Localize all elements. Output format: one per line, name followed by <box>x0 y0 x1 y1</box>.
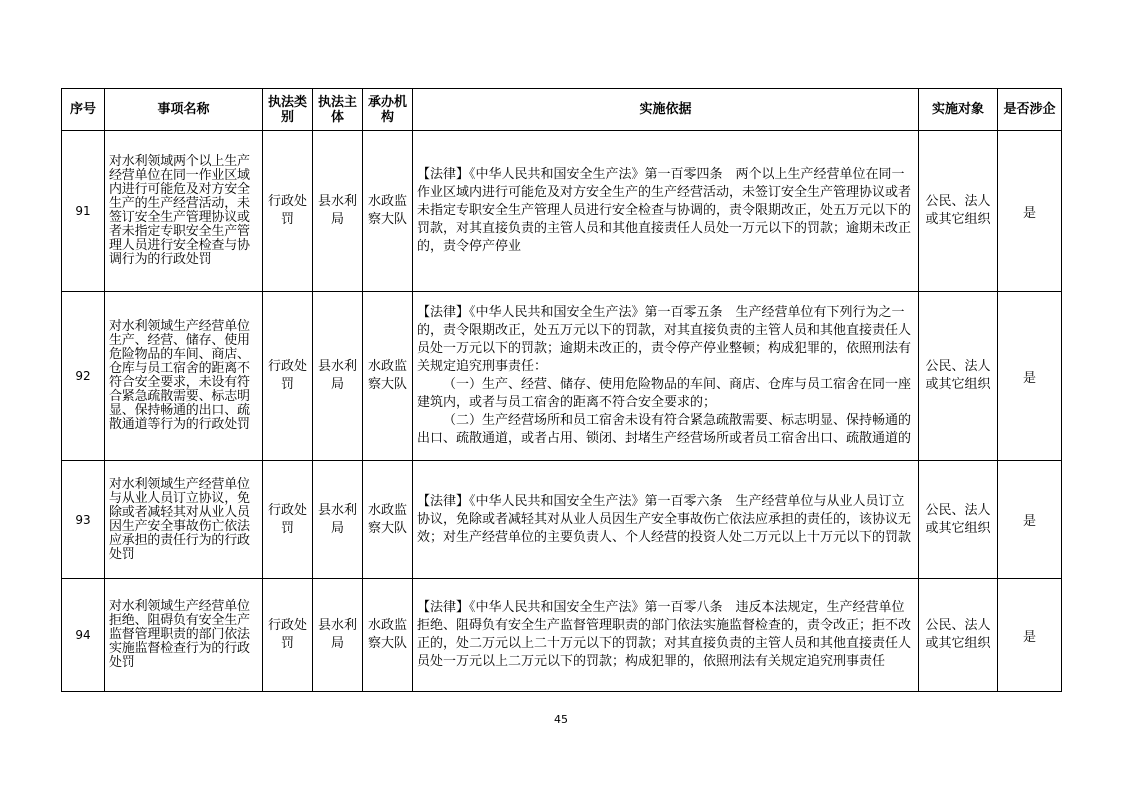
row-basis <box>413 292 919 461</box>
table-row <box>62 131 1062 292</box>
table-row <box>62 292 1062 461</box>
page-number: 45 <box>554 713 568 726</box>
row-name: 对水利领域生产经营单位拒绝、阻碍负有安全生产监督管理职责的部门依法实施监督检查行为的行政处罚 <box>105 579 263 692</box>
basis-paragraph: 【法律】《中华人民共和国安全生产法》第一百零六条 生产经营单位与从业人员订立协议，免除或者减轻其对从业人员因生产安全事故伤亡依法应承担的责任的，该协议无效；对生产经营单位的主要负责人、个人经营的投资人处二万元以上十万元以下的罚款 <box>417 493 912 545</box>
row-target: 公民、法人或其它组织 <box>919 579 998 692</box>
row-body: 县水利局 <box>313 292 363 461</box>
row-enterprise: 是 <box>998 131 1062 292</box>
row-body: 县水利局 <box>313 131 363 292</box>
row-body: 县水利局 <box>313 579 363 692</box>
header-enterprise: 是否涉企 <box>998 89 1062 131</box>
basis-paragraph: 【法律】《中华人民共和国安全生产法》第一百零五条 生产经营单位有下列行为之一的，责令限期改正，处五万元以下的罚款，对其直接负责的主管人员和其他直接责任人员处一万元以下的罚款；逾期未改正的，责令停产停业整顿；构成犯罪的，依照刑法有关规定追究刑事责任： <box>417 305 912 374</box>
header-body: 执法主体 <box>313 89 363 131</box>
row-target: 公民、法人或其它组织 <box>919 131 998 292</box>
row-no: 92 <box>62 292 105 461</box>
row-basis <box>413 461 919 579</box>
row-no: 94 <box>62 579 105 692</box>
header-no: 序号 <box>62 89 105 131</box>
row-basis <box>413 131 919 292</box>
row-org: 水政监察大队 <box>363 461 413 579</box>
row-category: 行政处罚 <box>263 292 313 461</box>
header-target: 实施对象 <box>919 89 998 131</box>
row-org: 水政监察大队 <box>363 292 413 461</box>
basis-paragraph: （一）生产、经营、储存、使用危险物品的车间、商店、仓库与员工宿舍在同一座建筑内，或者与员工宿舍的距离不符合安全要求的； <box>417 377 912 410</box>
enforcement-items-table <box>61 88 1062 692</box>
row-name: 对水利领域生产经营单位生产、经营、储存、使用危险物品的车间、商店、仓库与员工宿舍的距离不符合安全要求，未设有符合紧急疏散需要、标志明显、保持畅通的出口、疏散通道等行为的行政处罚 <box>105 292 263 461</box>
basis-paragraph: （二）生产经营场所和员工宿舍未设有符合紧急疏散需要、标志明显、保持畅通的出口、疏散通道，或者占用、锁闭、封堵生产经营场所或者员工宿舍出口、疏散通道的 <box>417 413 912 446</box>
header-basis: 实施依据 <box>413 89 919 131</box>
row-target: 公民、法人或其它组织 <box>919 292 998 461</box>
row-name: 对水利领域两个以上生产经营单位在同一作业区域内进行可能危及对方安全生产的生产经营活动，未签订安全生产管理协议或者未指定专职安全生产管理人员进行安全检查与协调行为的行政处罚 <box>105 131 263 292</box>
table-row <box>62 579 1062 692</box>
row-basis <box>413 579 919 692</box>
row-enterprise: 是 <box>998 461 1062 579</box>
row-no: 91 <box>62 131 105 292</box>
row-target: 公民、法人或其它组织 <box>919 461 998 579</box>
basis-paragraph: 【法律】《中华人民共和国安全生产法》第一百零四条 两个以上生产经营单位在同一作业区域内进行可能危及对方安全生产的生产经营活动，未签订安全生产管理协议或者未指定专职安全生产管理人员进行安全检查与协调的，责令限期改正，处五万元以下的罚款，对其直接负责的主管人员和其他直接责任人员处一万元以下的罚款；逾期未改正的，责令停产停业 <box>417 167 912 254</box>
row-enterprise: 是 <box>998 292 1062 461</box>
row-enterprise: 是 <box>998 579 1062 692</box>
basis-paragraph: 【法律】《中华人民共和国安全生产法》第一百零八条 违反本法规定，生产经营单位拒绝、阻碍负有安全生产监督管理职责的部门依法实施监督检查的，责令改正；拒不改正的，处二万元以上二十万元以下的罚款；对其直接负责的主管人员和其他直接责任人员处一万元以上二万元以下的罚款；构成犯罪的，依照刑法有关规定追究刑事责任 <box>417 600 912 669</box>
header-org: 承办机构 <box>363 89 413 131</box>
row-org: 水政监察大队 <box>363 579 413 692</box>
table-row <box>62 461 1062 579</box>
header-name: 事项名称 <box>105 89 263 131</box>
row-category: 行政处罚 <box>263 131 313 292</box>
header-category: 执法类别 <box>263 89 313 131</box>
row-body: 县水利局 <box>313 461 363 579</box>
row-name: 对水利领域生产经营单位与从业人员订立协议，免除或者减轻其对从业人员因生产安全事故伤亡依法应承担的责任行为的行政处罚 <box>105 461 263 579</box>
header-row <box>62 89 1062 131</box>
row-category: 行政处罚 <box>263 579 313 692</box>
row-org: 水政监察大队 <box>363 131 413 292</box>
row-no: 93 <box>62 461 105 579</box>
row-category: 行政处罚 <box>263 461 313 579</box>
